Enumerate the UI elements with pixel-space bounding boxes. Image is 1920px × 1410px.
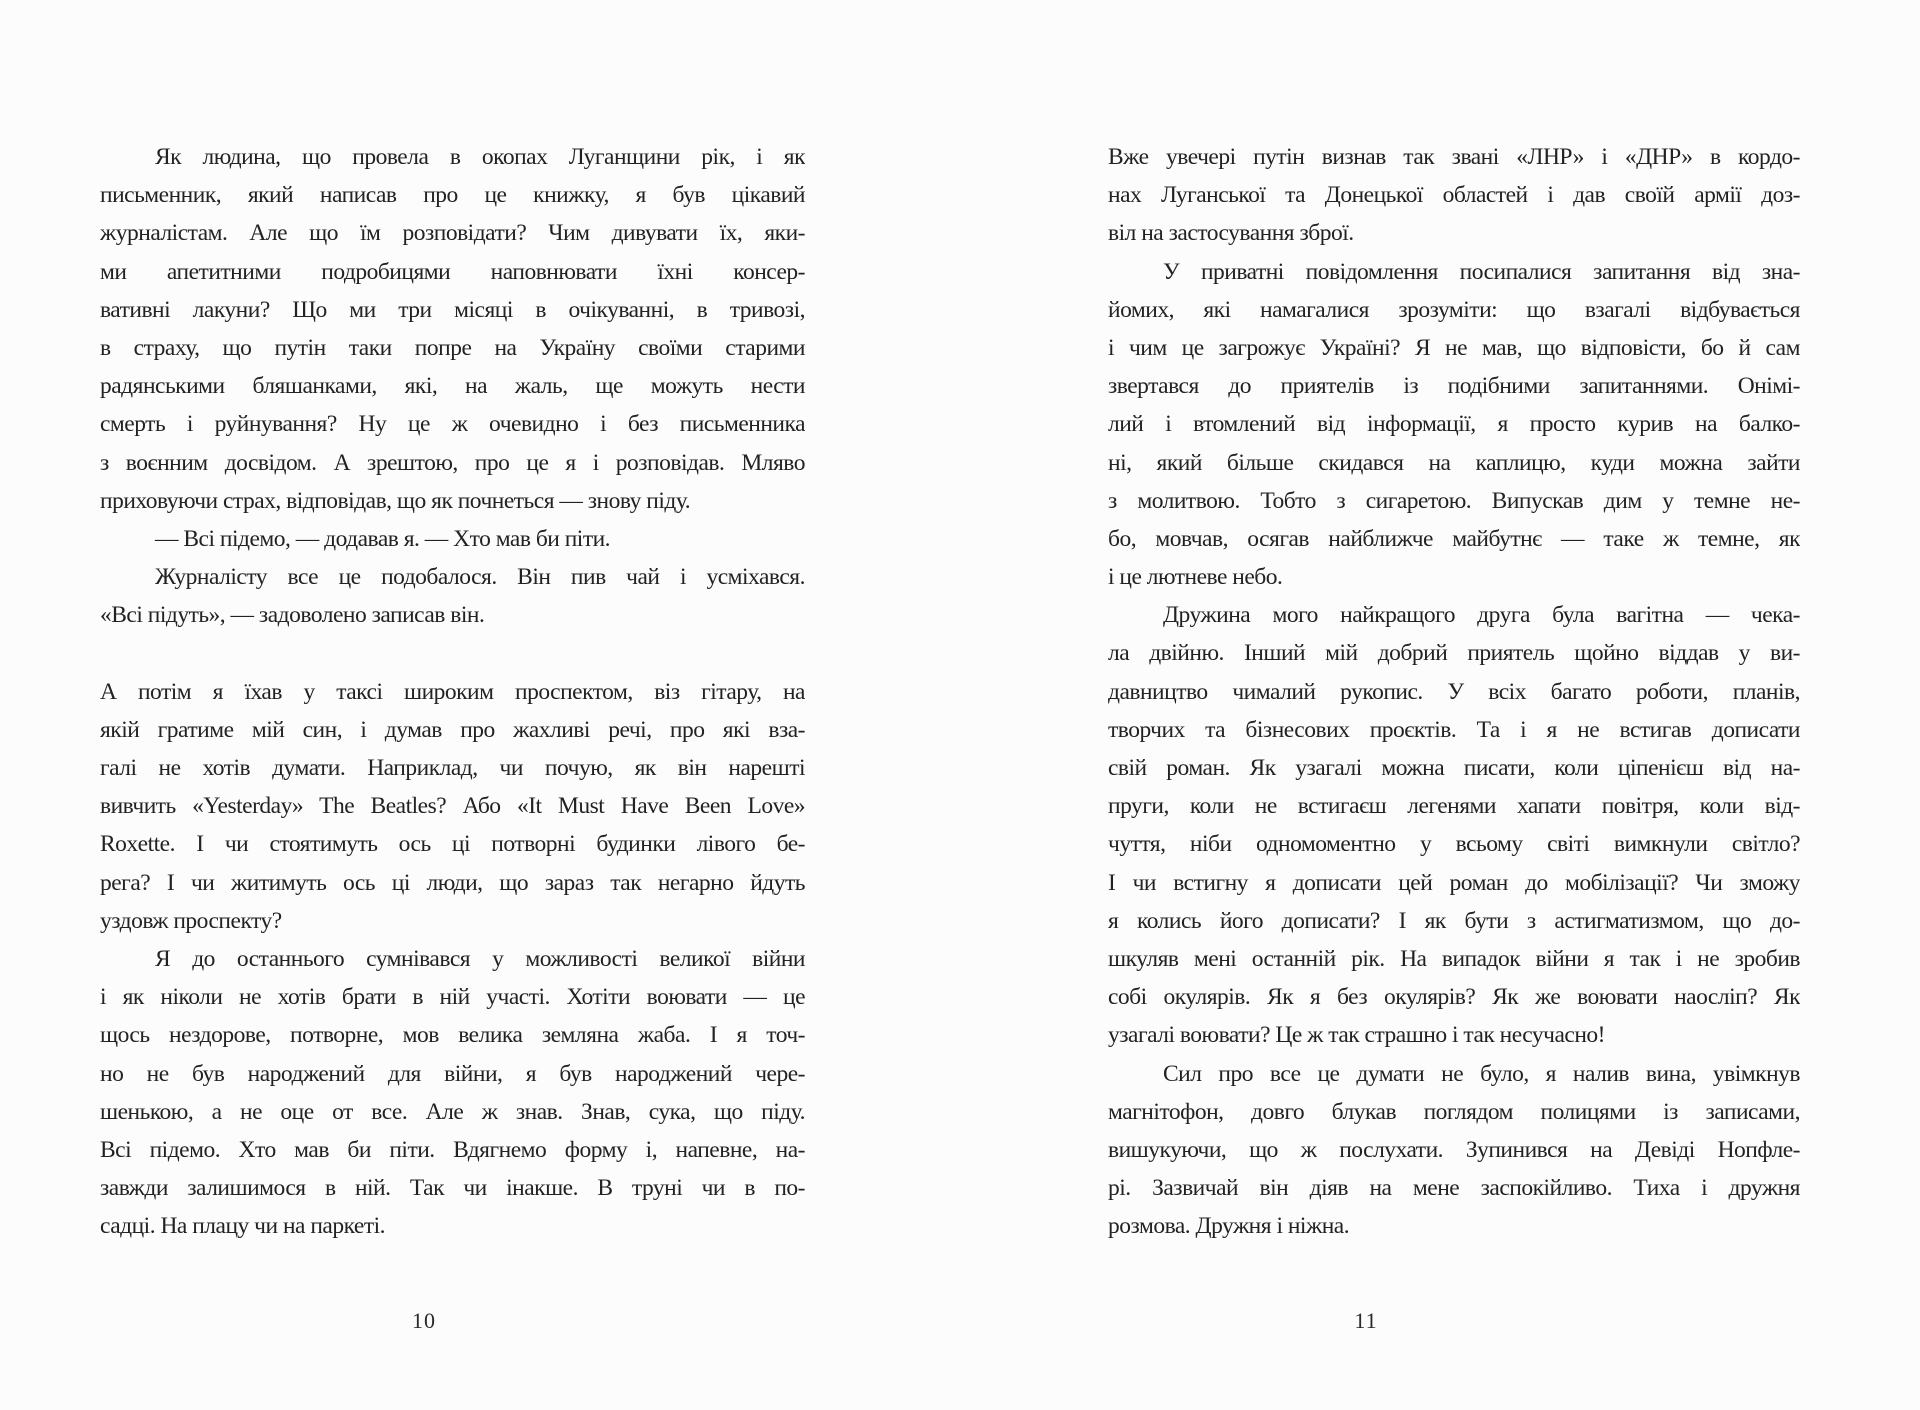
text-line: і як ніколи не хотів брати в ній участі. Хотіти воювати — це [100, 984, 805, 1011]
page-right-text [1108, 138, 1800, 1245]
text-line: собі окулярів. Як я без окулярів? Як же воювати наосліп? Як [1108, 984, 1800, 1011]
text-line: журналістам. Але що їм розповідати? Чим дивувати їх, яки- [100, 220, 805, 247]
text-line: ми апетитними подробицями наповнювати їхні консер- [100, 258, 805, 285]
text-line: розмова. Дружня і ніжна. [1108, 1213, 1350, 1240]
text-line: свій роман. Як узагалі можна писати, коли ціпенієш від на- [1108, 755, 1800, 781]
text-line: «Всі підуть», — задоволено записав він. [100, 602, 485, 629]
text-line: садці. На плацу чи на паркеті. [100, 1213, 386, 1240]
text-line: якій гратиме мій син, і думав про жахливі речі, про які вза- [100, 716, 805, 743]
text-line: з воєнним досвідом. А зрештою, про це я і розповідав. Мляво [100, 449, 805, 476]
text-line: щось нездорове, потворне, мов велика земляна жаба. І я точ- [100, 1022, 805, 1049]
text-line: бо, мовчав, осягав найближче майбутнє — таке ж темне, як [1108, 525, 1800, 552]
text-line: Roxette. І чи стоятимуть ось ці потворні будинки лівого бе- [100, 831, 805, 858]
text-line: звертався до приятелів із подібними запитаннями. Онімі- [1108, 373, 1800, 400]
text-line: галі не хотів думати. Наприклад, чи почую, як він нарешті [100, 755, 805, 781]
text-line: ні, який більше скидався на каплицю, куди можна зайти [1108, 449, 1800, 476]
text-line: давництво чималий рукопис. У всіх багато роботи, планів, [1108, 678, 1800, 705]
text-line: чуття, ніби одномоментно у всьому світі вимкнули світло? [1108, 831, 1800, 858]
text-line: рі. Зазвичай він діяв на мене заспокійливо. Тиха і дружня [1108, 1175, 1800, 1202]
text-line: вативні лакуни? Що ми три місяці в очікуванні, в тривозі, [100, 296, 805, 323]
text-line: завжди залишимося в ній. Так чи інакше. В труні чи в по- [100, 1175, 805, 1202]
text-line: приховуючи страх, відповідав, що як почнеться — знову піду. [100, 487, 691, 514]
text-line: смерть і руйнування? Ну це ж очевидно і без письменника [100, 411, 805, 438]
text-line: І чи встигну я дописати цей роман до мобілізації? Чи зможу [1108, 869, 1800, 896]
text-line: радянськими бляшанками, які, на жаль, ще можуть нести [100, 373, 805, 400]
text-line: віл на застосування зброї. [1108, 220, 1354, 247]
text-line: я колись його дописати? І як бути з астигматизмом, що до- [1108, 907, 1800, 934]
page-left-number: 10 [412, 1308, 436, 1333]
text-line: А потім я їхав у таксі широким проспектом, віз гітару, на [100, 678, 805, 705]
text-line: шенькою, а не оце от все. Але ж знав. Знав, сука, що піду. [100, 1098, 805, 1125]
page-left-text [100, 138, 805, 1245]
text-line: лий і втомлений від інформації, я просто курив на балко- [1108, 411, 1800, 438]
text-line: з молитвою. Тобто з сигаретою. Випускав дим у темне не- [1108, 487, 1800, 514]
text-line: Всі підемо. Хто мав би піти. Вдягнемо форму і, напевне, на- [100, 1136, 805, 1163]
blank-line [100, 634, 805, 672]
text-line: ла двійню. Інший мій добрий приятель щойно віддав у ви- [1108, 640, 1800, 667]
text-line: нах Луганської та Донецької областей і дав своїй армії доз- [1108, 182, 1800, 209]
text-line: Як людина, що провела в окопах Луганщини рік, і як [155, 144, 805, 170]
page-right-number: 11 [1354, 1308, 1378, 1333]
text-line: йомих, які намагалися зрозуміти: що взагалі відбувається [1108, 296, 1800, 323]
text-line: вивчить «Yesterday» The Beatles? Або «It Must Have Been Love» [100, 793, 805, 820]
text-line: пруги, коли не встигаєш легенями хапати повітря, коли від- [1108, 793, 1800, 820]
text-line: і чим це загрожує Україні? Я не мав, що відповісти, бо й сам [1108, 334, 1800, 361]
text-line: магнітофон, довго блукав поглядом полицями із записами, [1108, 1098, 1800, 1125]
text-line: шкуляв мені останній рік. На випадок війни я так і не зробив [1108, 945, 1800, 972]
text-line: узагалі воювати? Це ж так страшно і так несучасно! [1108, 1022, 1605, 1049]
text-line: рега? І чи житимуть ось ці люди, що зараз так негарно йдуть [100, 869, 805, 896]
page-right [960, 0, 1920, 1410]
text-line: Сил про все це думати не було, я налив вина, увімкнув [1163, 1060, 1800, 1087]
text-line: уздовж проспекту? [100, 907, 282, 934]
text-line: но не був народжений для війни, я був народжений чере- [100, 1060, 805, 1087]
text-line: творчих та бізнесових проєктів. Та і я не встигав дописати [1108, 716, 1800, 743]
text-line: Дружина мого найкращого друга була вагітна — чека- [1163, 602, 1800, 629]
text-line: Я до останнього сумнівався у можливості великої війни [155, 945, 805, 972]
text-line: і це лютневе небо. [1108, 564, 1283, 591]
text-line: вишукуючи, що ж послухати. Зупинився на Девіді Нопфле- [1108, 1136, 1800, 1163]
text-line: Журналісту все це подобалося. Він пив чай і усміхався. [155, 564, 805, 591]
text-line: в страху, що путін таки попре на Україну своїми старими [100, 334, 805, 361]
text-line: письменник, який написав про це книжку, я був цікавий [100, 182, 805, 209]
text-line: Вже увечері путін визнав так звані «ЛНР» і «ДНР» в кордо- [1108, 144, 1800, 170]
text-line: У приватні повідомлення посипалися запитання від зна- [1163, 258, 1800, 285]
text-line: — Всі підемо, — додавав я. — Хто мав би піти. [155, 525, 611, 552]
